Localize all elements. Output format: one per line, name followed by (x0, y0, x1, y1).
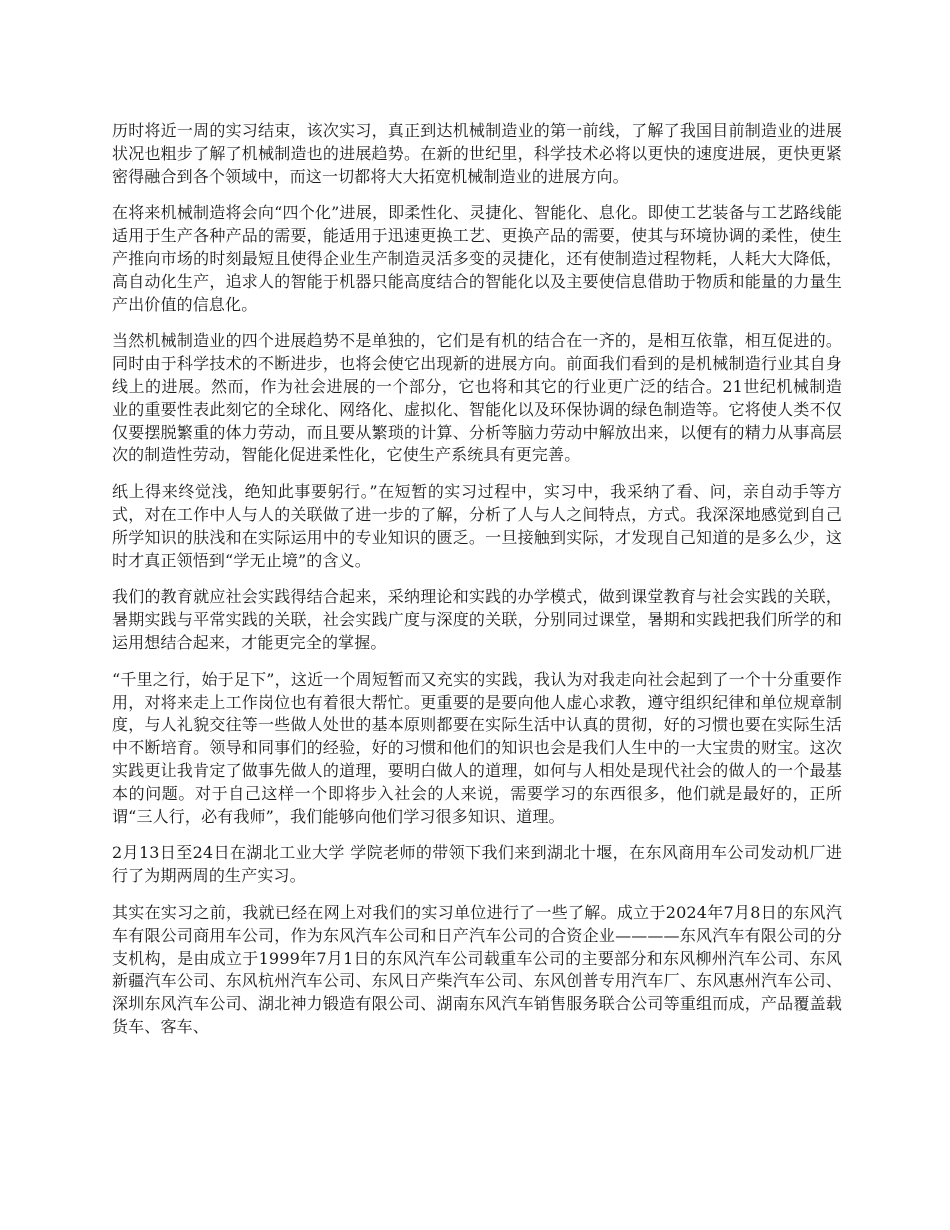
paragraph-2: 在将来机械制造将会向“四个化”进展，即柔性化、灵捷化、智能化、息化。即使工艺装备与工艺路线能适用于生产各种产品的需要，能适用于迅速更换工艺、更换产品的需要，使其与环境协调的柔性，使生产推向市场的时刻最短且使得企业生产制造灵活多变的灵捷化，还有使制造过程物耗，人耗大大降低，高自动化生产，追求人的智能于机器只能高度结合的智能化以及主要使信息借助于物质和能量的力量生产出价值的信息化。 (112, 203, 842, 314)
paragraph-7: 2月13日至24日在湖北工业大学 学院老师的带领下我们来到湖北十堰，在东风商用车公司发动机厂进行了为期两周的生产实习。 (112, 843, 842, 886)
document-body (112, 120, 842, 1053)
paragraph-8: 其实在实习之前，我就已经在网上对我们的实习单位进行了一些了解。成立于2024年7月8日的东风汽车有限公司商用车公司，作为东风汽车公司和日产汽车公司的合资企业————东风汽车有限公司的分支机构，是由成立于1999年7月1日的东风汽车公司载重车公司的主要部分和东风柳州汽车公司、东风新疆汽车公司、东风杭州汽车公司、东风日产柴汽车公司、东风创普专用汽车厂、东风惠州汽车公司、深圳东风汽车公司、湖北神力锻造有限公司、湖南东风汽车销售服务联合公司等重组而成，产品覆盖载货车、客车、 (112, 902, 842, 1036)
paragraph-6: “千里之行，始于足下”，这近一个周短暂而又充实的实践，我认为对我走向社会起到了一个十分重要作用，对将来走上工作岗位也有着很大帮忙。更重要的是要向他人虚心求教，遵守组织纪律和单位规章制度，与人礼貌交往等一些做人处世的基本原则都要在实际生活中认真的贯彻，好的习惯也要在实际生活中不断培育。领导和同事们的经验，好的习惯和他们的知识也会是我们人生中的一大宝贵的财宝。这次实践更让我肯定了做事先做人的道理，要明白做人的道理，如何与人相处是现代社会的做人的一个最基本的问题。对于自己这样一个即将步入社会的人来说，需要学习的东西很多，他们就是最好的，正所谓“三人行，必有我师”，我们能够向他们学习很多知识、道理。 (112, 669, 842, 826)
paragraph-5: 我们的教育就应社会实践得结合起来，采纳理论和实践的办学模式，做到课堂教育与社会实践的关联，暑期实践与平常实践的关联，社会实践广度与深度的关联，分别同过课堂，暑期和实践把我们所学的和运用想结合起来，才能更完全的掌握。 (112, 587, 842, 652)
paragraph-1: 历时将近一周的实习结束，该次实习，真正到达机械制造业的第一前线，了解了我国目前制造业的进展状况也粗步了解了机械制造也的进展趋势。在新的世纪里，科学技术必将以更快的速度进展，更快更紧密得融合到各个领域中，而这一切都将大大拓宽机械制造业的进展方向。 (112, 121, 842, 186)
paragraph-3: 当然机械制造业的四个进展趋势不是单独的，它们是有机的结合在一齐的，是相互依靠，相互促进的。同时由于科学技术的不断进步，也将会使它出现新的进展方向。前面我们看到的是机械制造行业其自身线上的进展。然而，作为社会进展的一个部分，它也将和其它的行业更广泛的结合。21世纪机械制造业的重要性表此刻它的全球化、网络化、虚拟化、智能化以及环保协调的绿色制造等。它将使人类不仅仅要摆脱繁重的体力劳动，而且要从繁琐的计算、分析等脑力劳动中解放出来，以便有的精力从事高层次的制造性劳动，智能化促进柔性化，它使生产系统具有更完善。 (112, 331, 842, 465)
paragraph-4: 纸上得来终觉浅，绝知此事要躬行。”在短暂的实习过程中，实习中，我采纳了看、问，亲自动手等方式，对在工作中人与人的关联做了进一步的了解，分析了人与人之间特点，方式。我深深地感觉到自己所学知识的肤浅和在实际运用中的专业知识的匮乏。一旦接触到实际，才发现自己知道的是多么少，这时才真正领悟到“学无止境”的含义。 (112, 482, 842, 570)
